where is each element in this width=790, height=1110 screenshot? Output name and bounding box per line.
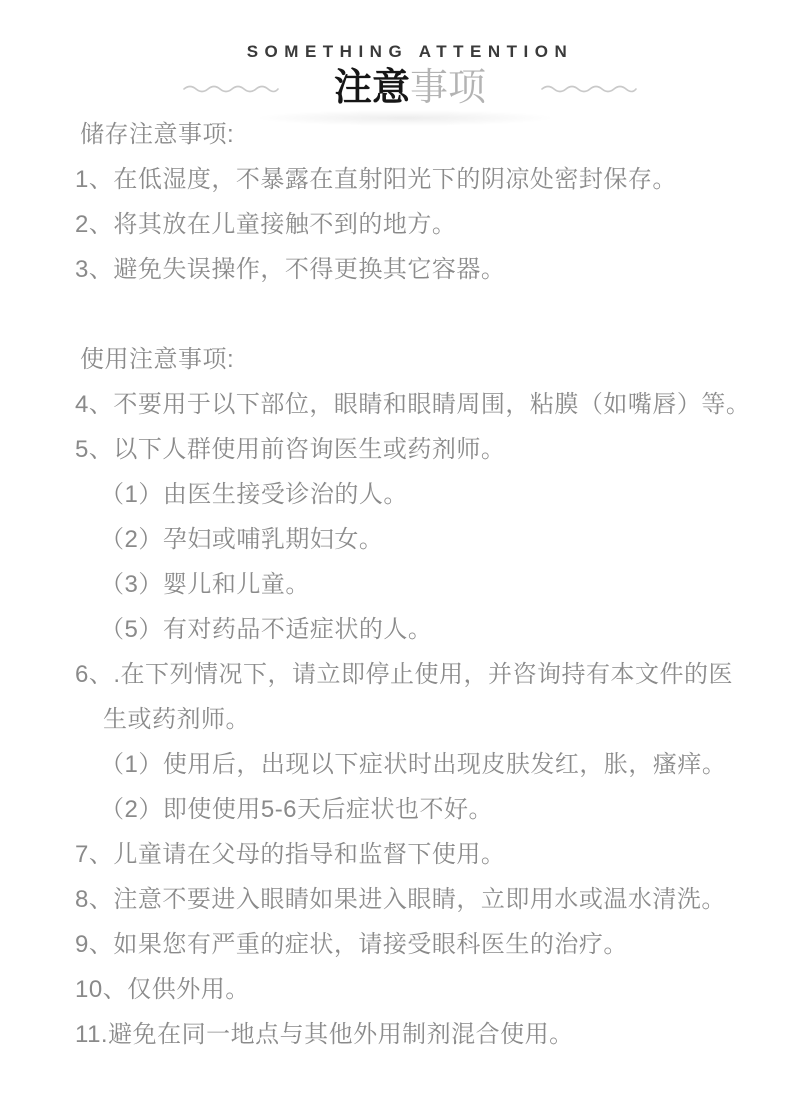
list-item: 生或药剂师。 bbox=[103, 706, 250, 733]
list-item: 3、避免失误操作，不得更换其它容器。 bbox=[75, 256, 506, 283]
list-item: 4、不要用于以下部位，眼睛和眼睛周围，粘膜（如嘴唇）等。 bbox=[75, 391, 751, 418]
section-heading: 使用注意事项: bbox=[80, 346, 235, 373]
list-item: 6、.在下列情况下，请立即停止使用，并咨询持有本文件的医 bbox=[75, 661, 734, 688]
list-item: （2）孕妇或哺乳期妇女。 bbox=[100, 526, 384, 553]
title-row bbox=[15, 66, 790, 110]
eyebrow-text: SOMETHING ATTENTION bbox=[246, 42, 574, 61]
list-item: 8、注意不要进入眼睛如果进入眼睛，立即用水或温水清洗。 bbox=[75, 886, 726, 913]
list-item: 9、如果您有严重的症状，请接受眼科医生的治疗。 bbox=[75, 931, 628, 958]
section-heading: 储存注意事项: bbox=[80, 121, 235, 148]
list-item: （5）有对药品不适症状的人。 bbox=[100, 616, 433, 643]
page-title-light: 事项 bbox=[410, 67, 487, 109]
page-title-strong: 注意 bbox=[333, 67, 410, 109]
page-title bbox=[334, 66, 486, 110]
list-item: 5、以下人群使用前咨询医生或药剂师。 bbox=[75, 436, 506, 463]
list-item: 11.避免在同一地点与其他外用制剂混合使用。 bbox=[75, 1021, 574, 1048]
list-item: 1、在低湿度，不暴露在直射阳光下的阴凉处密封保存。 bbox=[75, 166, 677, 193]
section-gap bbox=[0, 292, 790, 337]
page-header bbox=[15, 0, 790, 110]
list-item: （2）即使使用5-6天后症状也不好。 bbox=[100, 796, 494, 823]
notice-list bbox=[0, 112, 790, 1057]
list-item: 2、将其放在儿童接触不到的地方。 bbox=[75, 211, 457, 238]
list-item: （1）由医生接受诊治的人。 bbox=[100, 481, 408, 508]
list-item: 7、儿童请在父母的指导和监督下使用。 bbox=[75, 841, 506, 868]
list-item: （3）婴儿和儿童。 bbox=[100, 571, 310, 598]
list-item: 10、仅供外用。 bbox=[75, 976, 250, 1003]
list-item: （1）使用后，出现以下症状时出现皮肤发红，胀，瘙痒。 bbox=[100, 751, 727, 778]
wavy-line-icon bbox=[183, 83, 279, 93]
wavy-line-icon bbox=[541, 83, 637, 93]
